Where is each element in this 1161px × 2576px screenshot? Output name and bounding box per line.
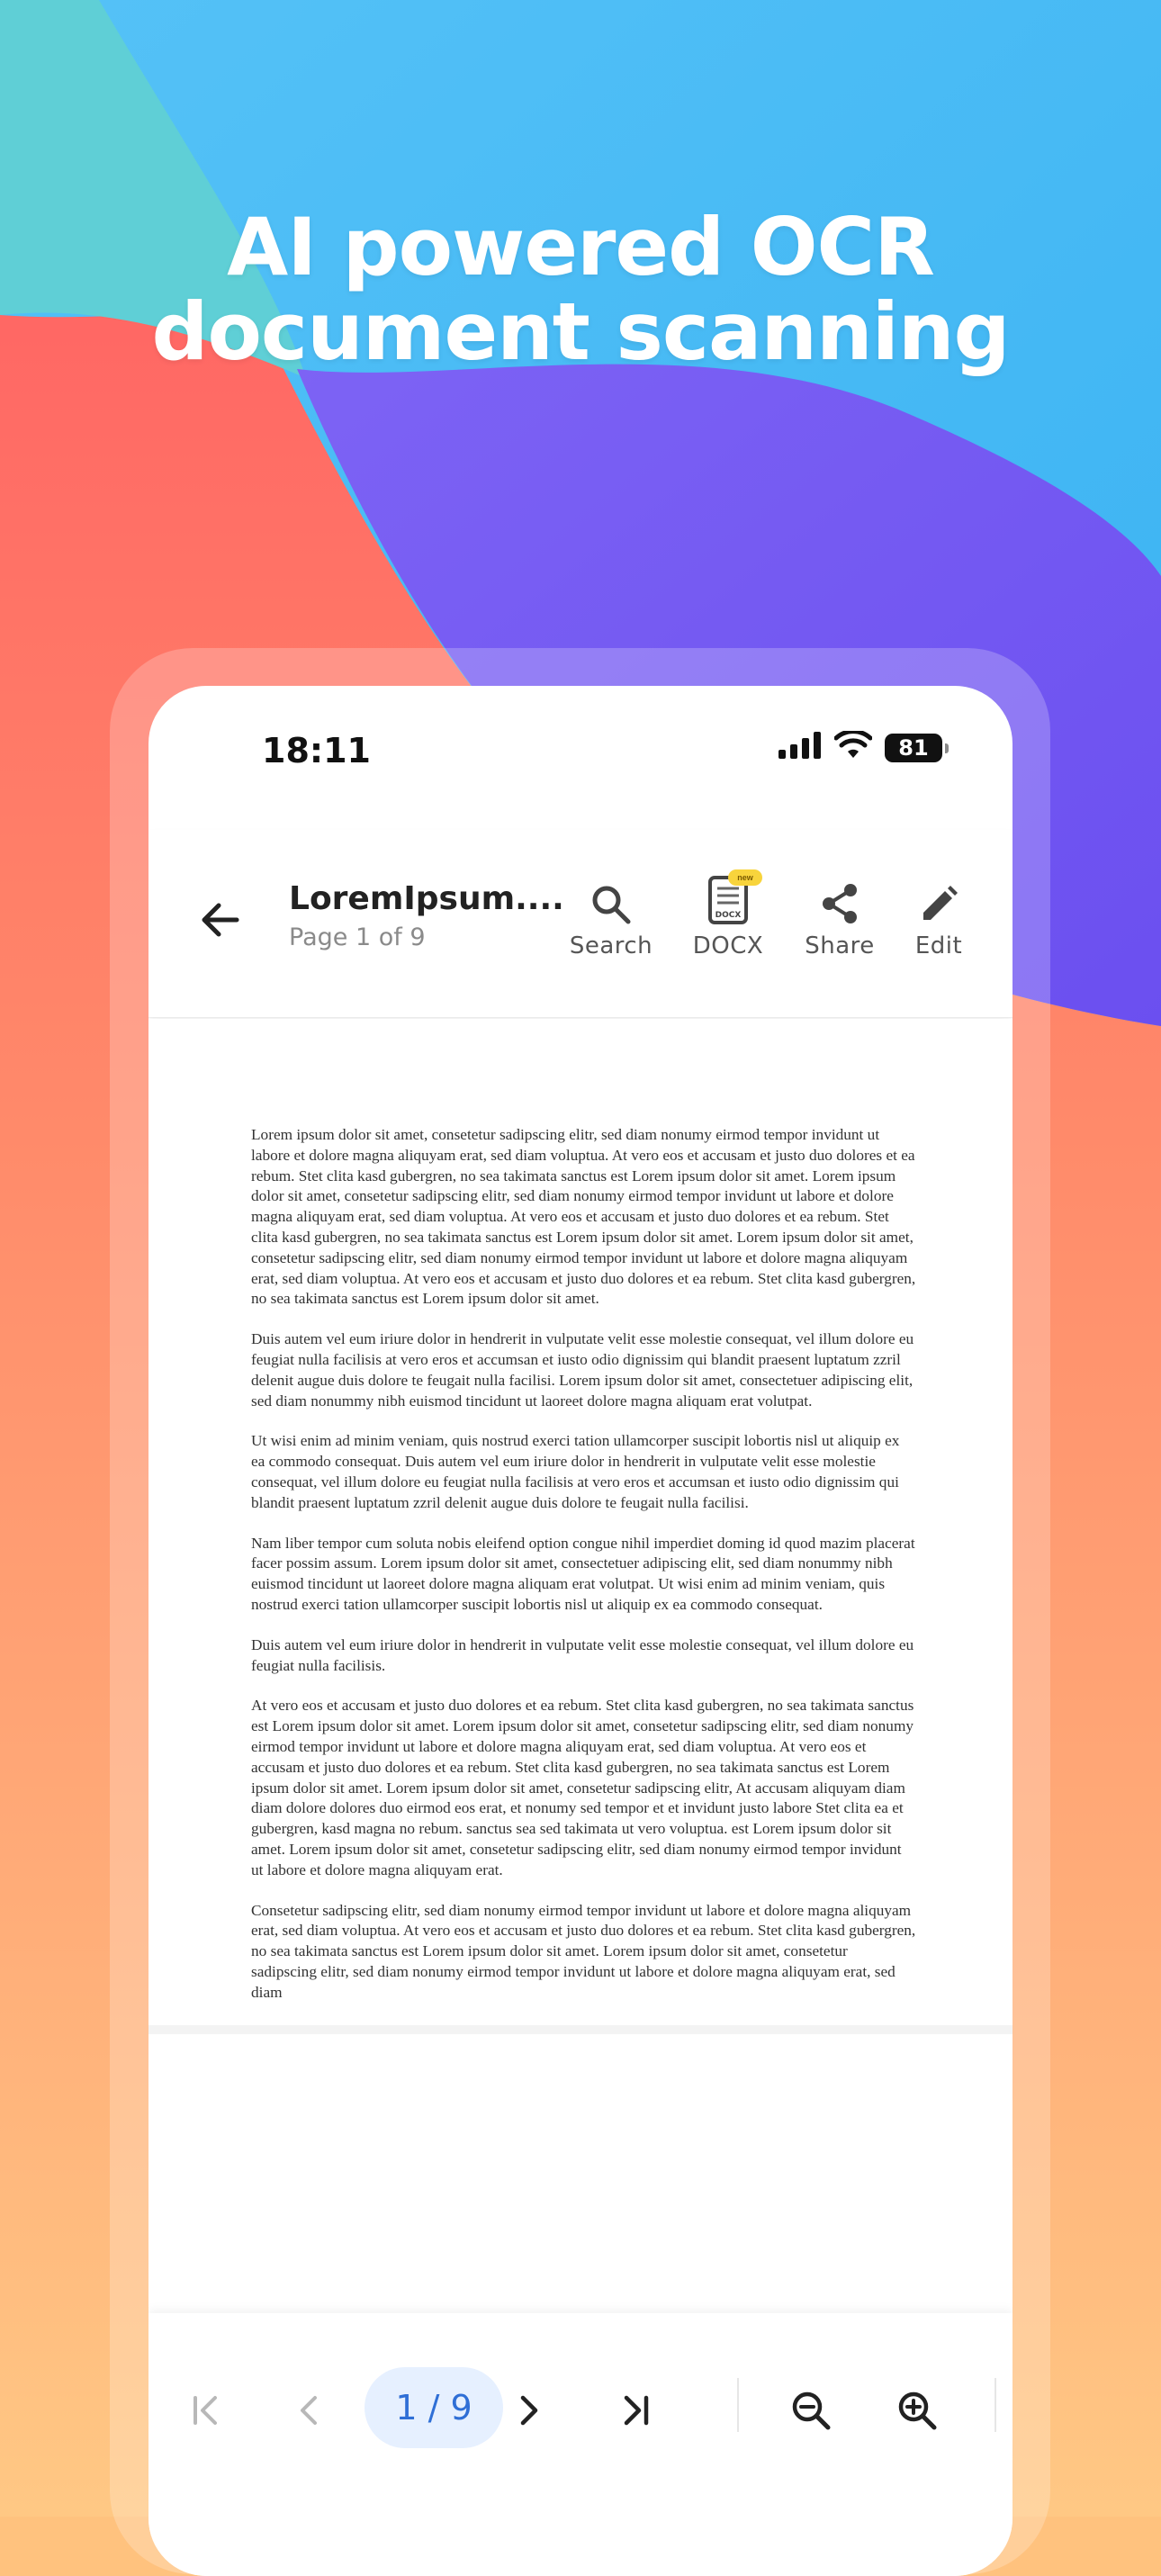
docx-icon-text: DOCX (715, 911, 742, 920)
arrow-left-icon (194, 893, 248, 947)
search-icon (590, 884, 632, 925)
headline-line-1: AI powered OCR (227, 201, 934, 293)
edit-button[interactable] (885, 869, 993, 968)
phone-screen (148, 686, 1012, 2576)
edit-label: Edit (914, 932, 963, 959)
share-label: Share (805, 932, 875, 959)
document-paragraph: Duis autem vel eum iriure dolor in hendrerit in vulputate velit esse molestie consequat, vel illum dolore eu feugiat nulla facilisis at vero eros et accumsan et iusto odio dignissim qui blandit praesent luptatum zzril delenit augue duis dolore te feugait nulla facilisi. Lorem ipsum dolor sit amet, consectetuer adipiscing elit, sed diam nonummy nibh euismod tincidunt ut laoreet dolore magna aliquam erat volutpat. (251, 1330, 914, 1410)
document-paragraph: Ut wisi enim ad minim veniam, quis nostrud exerci tation ullamcorper suscipit lobortis nisl ut aliquip ex ea commodo consequat. Duis autem vel eum iriure dolor in hendrerit in vulputate velit esse molestie consequat, vel illum dolore eu feugiat nulla facilisis at vero eros et accumsan et iusto odio dignissim qui blandit praesent luptatum zzril delenit augue duis dolore te feugait nulla facilisi. (251, 1432, 900, 1511)
search-label: Search (569, 932, 653, 959)
docx-label: DOCX (692, 932, 764, 959)
nav-divider (994, 2378, 996, 2432)
back-button[interactable] (194, 893, 248, 947)
next-page-icon (508, 2391, 548, 2430)
edit-icon (918, 884, 959, 925)
document-title: LoremIpsum.... (289, 880, 564, 917)
page-indicator[interactable]: 1 / 9 (364, 2367, 503, 2448)
battery-icon: 81 (885, 734, 942, 762)
zoom-in-button[interactable] (885, 2378, 950, 2443)
share-button[interactable] (786, 869, 894, 968)
headline (0, 201, 1161, 378)
previous-page-icon (290, 2391, 329, 2430)
share-icon (820, 882, 860, 925)
search-button[interactable] (557, 869, 665, 968)
wifi-icon (834, 731, 872, 764)
document-paragraph: Lorem ipsum dolor sit amet, consetetur sadipscing elitr, sed diam nonumy eirmod tempor invidunt ut labore et dolore magna aliquyam erat, sed diam voluptua. At vero eos et accusam et justo duo dolores et ea rebum. Stet clita kasd gubergren, no sea takimata sanctus est Lorem ipsum dolor sit amet. Lorem ipsum dolor sit amet, consetetur sadipscing elitr, sed diam nonumy eirmod tempor invidunt ut labore et dolore magna aliquyam erat, sed diam voluptua. At vero eos et accusam et justo duo dolores et ea rebum. Stet clita kasd gubergren, no sea takimata sanctus est Lorem ipsum dolor sit amet. Lorem ipsum dolor sit amet, consetetur sadipscing elitr, sed diam nonumy eirmod tempor invidunt ut labore et dolore magna aliquyam erat, sed diam voluptua. At vero eos et accusam et justo duo dolores et ea rebum. Stet clita kasd gubergren, no sea takimata sanctus est Lorem ipsum dolor sit amet. (251, 1126, 916, 1308)
first-page-button[interactable] (174, 2378, 238, 2443)
document-paragraph: Nam liber tempor cum soluta nobis eleifend option congue nihil imperdiet doming id quod mazim placerat facer possim assum. Lorem ipsum dolor sit amet, consectetuer adipiscing elit, sed diam nonummy nibh euismod tincidunt ut laoreet dolore magna aliquam erat volutpat. Ut wisi enim ad minim veniam, quis nostrud exerci tation ullamcorper suscipit lobortis nisl ut aliquip ex ea commodo consequat. (251, 1534, 915, 1613)
document-paragraph: At vero eos et accusam et justo duo dolores et ea rebum. Stet clita kasd gubergren, no sea takimata sanctus est Lorem ipsum dolor sit amet. Lorem ipsum dolor sit amet, consetetur sadipscing elitr, sed diam nonumy eirmod tempor invidunt ut labore et dolore magna aliquyam erat, sed diam voluptua. At vero eos et accusam et justo duo dolores et ea rebum. Stet clita kasd gubergren, no sea takimata sanctus est Lorem ipsum dolor sit amet. Lorem ipsum dolor sit amet, consetetur sadipscing elitr, At accusam aliquyam diam diam dolore dolores duo eirmod eos erat, et nonumy sed tempor et et invidunt justo labore Stet clita ea et gubergren, kasd magna no rebum. sanctus sea sed takimata ut vero voluptua. est Lorem ipsum dolor sit amet. Lorem ipsum dolor sit amet, consetetur sadipscing elitr, sed diam nonumy eirmod tempor invidunt ut labore et dolore magna aliquyam erat. (251, 1697, 914, 1878)
page-separator (148, 2025, 1012, 2034)
zoom-out-icon (789, 2389, 832, 2432)
new-badge: new (728, 869, 762, 886)
next-document-page (148, 2034, 1012, 2097)
nav-divider (737, 2378, 739, 2432)
zoom-out-button[interactable] (778, 2378, 843, 2443)
headline-line-2: document scanning (151, 285, 1010, 378)
first-page-icon (186, 2391, 226, 2430)
zoom-in-icon (896, 2389, 939, 2432)
document-page-count: Page 1 of 9 (289, 923, 426, 951)
last-page-icon (616, 2391, 655, 2430)
document-paragraph: Consetetur sadipscing elitr, sed diam nonumy eirmod tempor invidunt ut labore et dolore magna aliquyam erat, sed diam voluptua. At vero eos et accusam et justo duo dolores et ea rebum. Stet clita kasd gubergren, no sea takimata sanctus est Lorem ipsum dolor sit amet. Lorem ipsum dolor sit amet, consetetur sadipscing elitr, sed diam nonumy eirmod tempor invidunt ut labore et dolore magna aliquyam erat, sed diam (251, 1901, 916, 2001)
previous-page-button[interactable] (277, 2378, 342, 2443)
status-time: 18:11 (262, 731, 371, 770)
document-text (251, 1125, 917, 2022)
document-page (148, 1019, 1012, 2025)
status-icons (778, 731, 942, 764)
document-paragraph: Duis autem vel eum iriure dolor in hendrerit in vulputate velit esse molestie consequat, vel illum dolore eu feugiat nulla facilisis. (251, 1635, 914, 1674)
last-page-button[interactable] (603, 2378, 668, 2443)
next-page-button[interactable] (496, 2378, 561, 2443)
page-navigation-bar (148, 2313, 1012, 2576)
cellular-signal-icon (778, 732, 822, 763)
docx-button[interactable] (674, 869, 782, 968)
document-toolbar (148, 830, 1012, 1018)
